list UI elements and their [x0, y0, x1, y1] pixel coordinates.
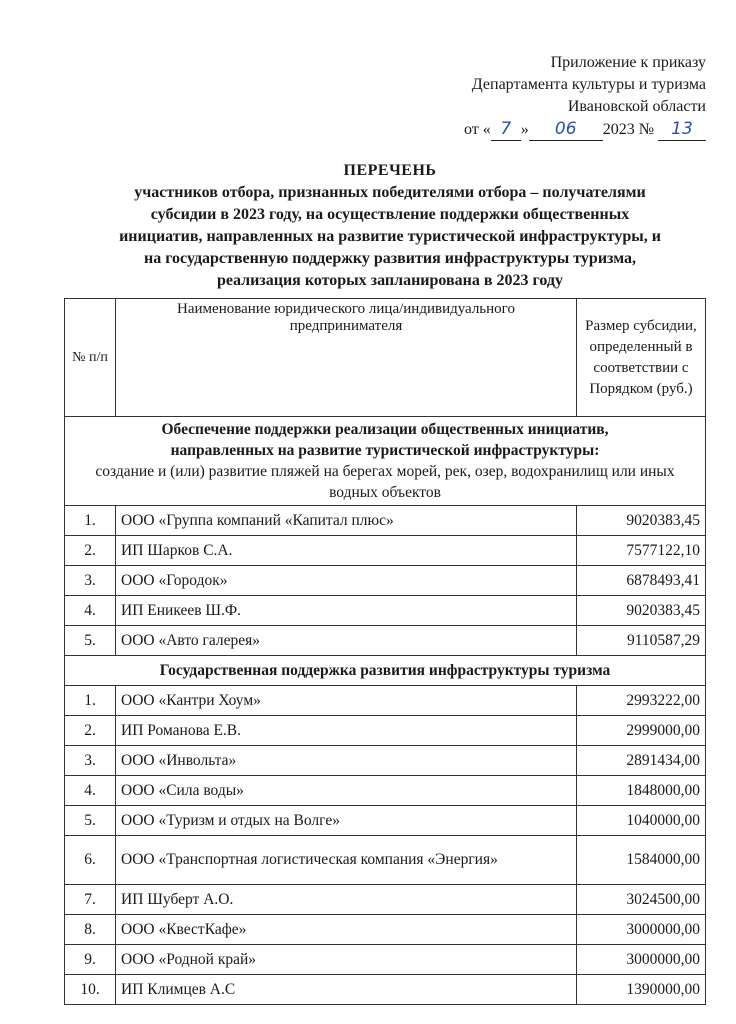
subsidy-amount: 1390000,00: [577, 975, 706, 1005]
recipient-name: ИП Шарков С.А.: [116, 536, 577, 566]
order-header: [464, 52, 706, 141]
recipient-name: ООО «Городок»: [116, 566, 577, 596]
row-number: 7.: [65, 885, 116, 915]
row-number: 4.: [65, 776, 116, 806]
subsidy-amount: 2993222,00: [577, 686, 706, 716]
row-number: 10.: [65, 975, 116, 1005]
subsidy-amount: 1584000,00: [577, 836, 706, 885]
row-number: 9.: [65, 945, 116, 975]
row-number: 3.: [65, 566, 116, 596]
row-number: 2.: [65, 536, 116, 566]
subsidy-amount: 6878493,41: [577, 566, 706, 596]
order-day: 7: [491, 118, 521, 141]
recipient-name: ООО «Транспортная логистическая компания «Энергия»: [116, 836, 577, 885]
title-line-4: на государственную поддержку развития инфраструктуры туризма,: [143, 250, 637, 267]
row-number: 3.: [65, 746, 116, 776]
row-number: 8.: [65, 915, 116, 945]
subsidy-amount: 3000000,00: [577, 945, 706, 975]
row-number: 4.: [65, 596, 116, 626]
section-1-subtitle: создание и (или) развитие пляжей на берегах морей, рек, озер, водохранилищ или иных водных объектов: [95, 463, 675, 501]
header-line-3: Ивановской области: [567, 98, 706, 115]
subsidy-amount: 9020383,45: [577, 506, 706, 536]
section-1-title-line-1: Обеспечение поддержки реализации общественных инициатив,: [161, 421, 609, 438]
section-2-header: [65, 656, 706, 686]
subsidy-amount: 3024500,00: [577, 885, 706, 915]
row-number: 5.: [65, 806, 116, 836]
recipient-name: ООО «Инвольта»: [116, 746, 577, 776]
order-month: 06: [529, 118, 603, 141]
table-header-row: [65, 299, 706, 417]
recipient-name: ООО «Группа компаний «Капитал плюс»: [116, 506, 577, 536]
column-header-number: № п/п: [65, 299, 116, 417]
recipient-name: ООО «Авто галерея»: [116, 626, 577, 656]
recipient-name: ИП Шуберт А.О.: [116, 885, 577, 915]
date-prefix: от «: [463, 121, 491, 138]
section-1-title-line-2: направленных на развитие туристической инфраструктуры:: [170, 442, 600, 459]
column-header-name: Наименование юридического лица/индивидуального предпринимателя: [116, 299, 577, 417]
recipient-name: ООО «КвестКафе»: [116, 915, 577, 945]
header-line-2: Департамента культуры и туризма: [471, 76, 706, 93]
title-line-2: субсидии в 2023 году, на осуществление поддержки общественных: [150, 206, 630, 223]
section-1-header: [65, 417, 706, 506]
subsidy-amount: 1848000,00: [577, 776, 706, 806]
subsidy-amount: 3000000,00: [577, 915, 706, 945]
date-mid: »: [520, 121, 529, 138]
recipient-name: ООО «Родной край»: [116, 945, 577, 975]
row-number: 2.: [65, 716, 116, 746]
row-number: 6.: [65, 836, 116, 885]
title-line-3: инициатив, направленных на развитие туристической инфраструктуры, и: [119, 228, 661, 245]
subsidy-amount: 9020383,45: [577, 596, 706, 626]
number-sign: №: [638, 121, 654, 138]
recipient-name: ООО «Туризм и отдых на Волге»: [116, 806, 577, 836]
title-line-5: реализация которых запланирована в 2023 году: [216, 272, 564, 289]
recipients-table: [64, 298, 706, 1005]
subsidy-amount: 9110587,29: [577, 626, 706, 656]
document-title: [60, 160, 720, 292]
title-line-1: участников отбора, признанных победителями отбора – получателями: [134, 184, 646, 201]
recipient-name: ООО «Сила воды»: [116, 776, 577, 806]
column-header-sum: Размер субсидии, определенный в соответствии с Порядком (руб.): [577, 299, 706, 417]
row-number: 1.: [65, 506, 116, 536]
title-main: ПЕРЕЧЕНЬ: [343, 162, 437, 179]
header-line-1: Приложение к приказу: [550, 54, 706, 71]
subsidy-amount: 7577122,10: [577, 536, 706, 566]
row-number: 1.: [65, 686, 116, 716]
recipient-name: ИП Климцев А.С: [116, 975, 577, 1005]
row-number: 5.: [65, 626, 116, 656]
subsidy-amount: 2999000,00: [577, 716, 706, 746]
order-year: 2023: [602, 121, 635, 138]
recipient-name: ООО «Кантри Хоум»: [116, 686, 577, 716]
recipient-name: ИП Еникеев Ш.Ф.: [116, 596, 577, 626]
order-date-line: [464, 118, 706, 141]
order-number: 13: [658, 118, 706, 141]
subsidy-amount: 1040000,00: [577, 806, 706, 836]
subsidy-amount: 2891434,00: [577, 746, 706, 776]
section-2-title: Государственная поддержка развития инфраструктуры туризма: [65, 656, 706, 686]
recipient-name: ИП Романова Е.В.: [116, 716, 577, 746]
